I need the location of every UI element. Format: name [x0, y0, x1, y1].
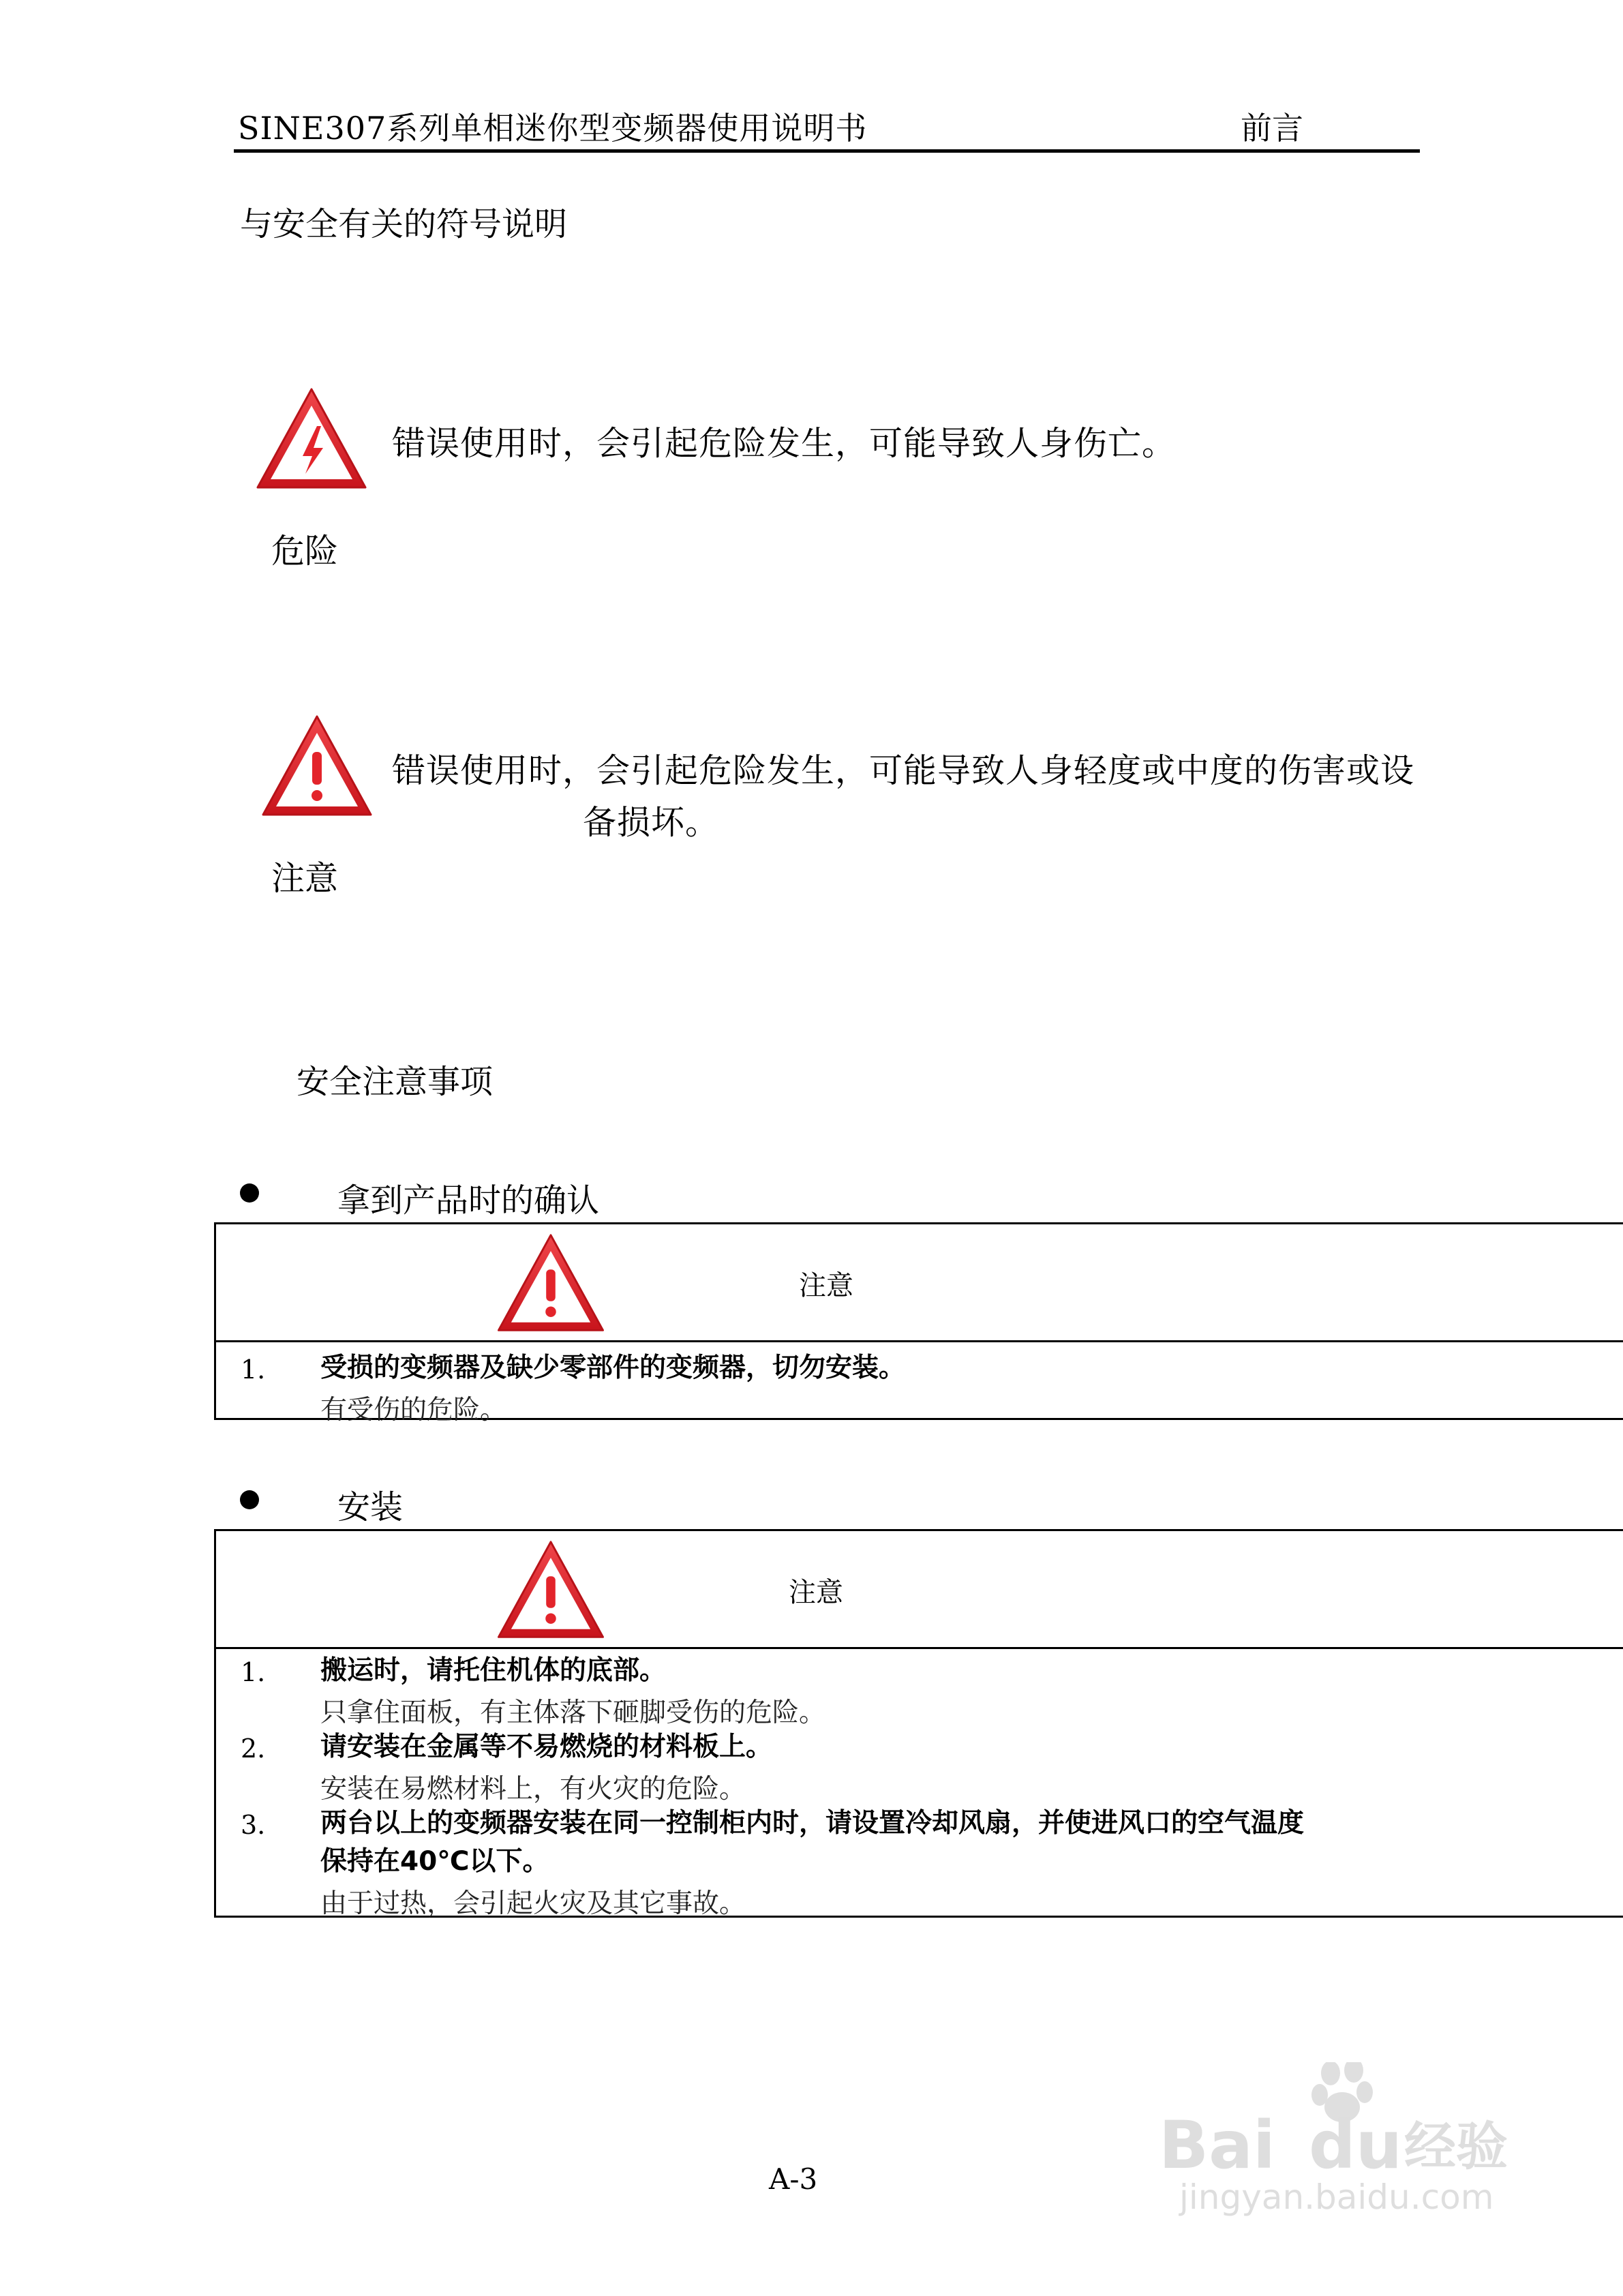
item-main-text: 两台以上的变频器安装在同一控制柜内时，请设置冷却风扇，并使进风口的空气温度	[320, 1808, 1305, 1839]
section-name: 前言	[1241, 110, 1303, 147]
page-number: A-3	[769, 2162, 818, 2196]
item-main-text: 请安装在金属等不易燃烧的材料板上。	[320, 1732, 773, 1762]
caution-label: 注意	[271, 859, 339, 898]
notice-label: 注意	[799, 1270, 853, 1301]
header-rule	[234, 149, 1420, 153]
notice-box-receipt	[214, 1222, 1623, 1425]
item-number: 1.	[241, 1355, 266, 1385]
item-sub-text: 有受伤的危险。	[320, 1395, 507, 1425]
safety-heading: 安全注意事项	[297, 1063, 494, 1101]
svg-text:经验: 经验	[1404, 2116, 1508, 2177]
item-sub-text: 安装在易燃材料上，有火灾的危险。	[320, 1774, 746, 1804]
item-number: 1.	[241, 1657, 266, 1687]
notice-header	[216, 1224, 1623, 1342]
item-main-text: 搬运时，请托住机体的底部。	[320, 1655, 667, 1686]
danger-label: 危险	[271, 532, 339, 571]
svg-text:du: du	[1309, 2107, 1403, 2184]
danger-description: 错误使用时，会引起危险发生，可能导致人身伤亡。	[392, 424, 1177, 463]
notice-box-install	[214, 1529, 1623, 1918]
item-sub-text: 只拿住面板，有主体落下砸脚受伤的危险。	[320, 1697, 826, 1728]
section-title-receipt: 拿到产品时的确认	[337, 1181, 600, 1220]
notice-label: 注意	[789, 1577, 843, 1608]
watermark-brand: Bai	[1159, 2107, 1275, 2184]
document-title: SINE307系列单相迷你型变频器使用说明书	[238, 110, 868, 147]
bullet-dot	[240, 1183, 259, 1203]
watermark-url: jingyan.baidu.com	[1179, 2177, 1494, 2217]
item-number: 2.	[241, 1734, 266, 1764]
item-main-text-cont: 保持在40℃以下。	[320, 1846, 549, 1877]
symbols-heading: 与安全有关的符号说明	[240, 205, 568, 243]
item-sub-text: 由于过热，会引起火灾及其它事故。	[320, 1888, 746, 1919]
exclamation-warning-icon	[259, 712, 375, 821]
exclamation-warning-icon	[492, 1538, 609, 1644]
exclamation-warning-icon	[492, 1231, 609, 1337]
section-title-install: 安装	[337, 1488, 404, 1526]
item-number: 3.	[241, 1810, 266, 1840]
item-main-text: 受损的变频器及缺少零部件的变频器，切勿安装。	[320, 1353, 906, 1383]
notice-header	[216, 1531, 1623, 1649]
electric-shock-warning-icon	[254, 385, 369, 494]
bullet-dot	[240, 1490, 259, 1509]
baidu-watermark-logo	[1152, 2062, 1534, 2219]
caution-description-line2: 备损坏。	[583, 803, 720, 842]
caution-description-line1: 错误使用时，会引起危险发生，可能导致人身轻度或中度的伤害或设	[392, 751, 1415, 790]
